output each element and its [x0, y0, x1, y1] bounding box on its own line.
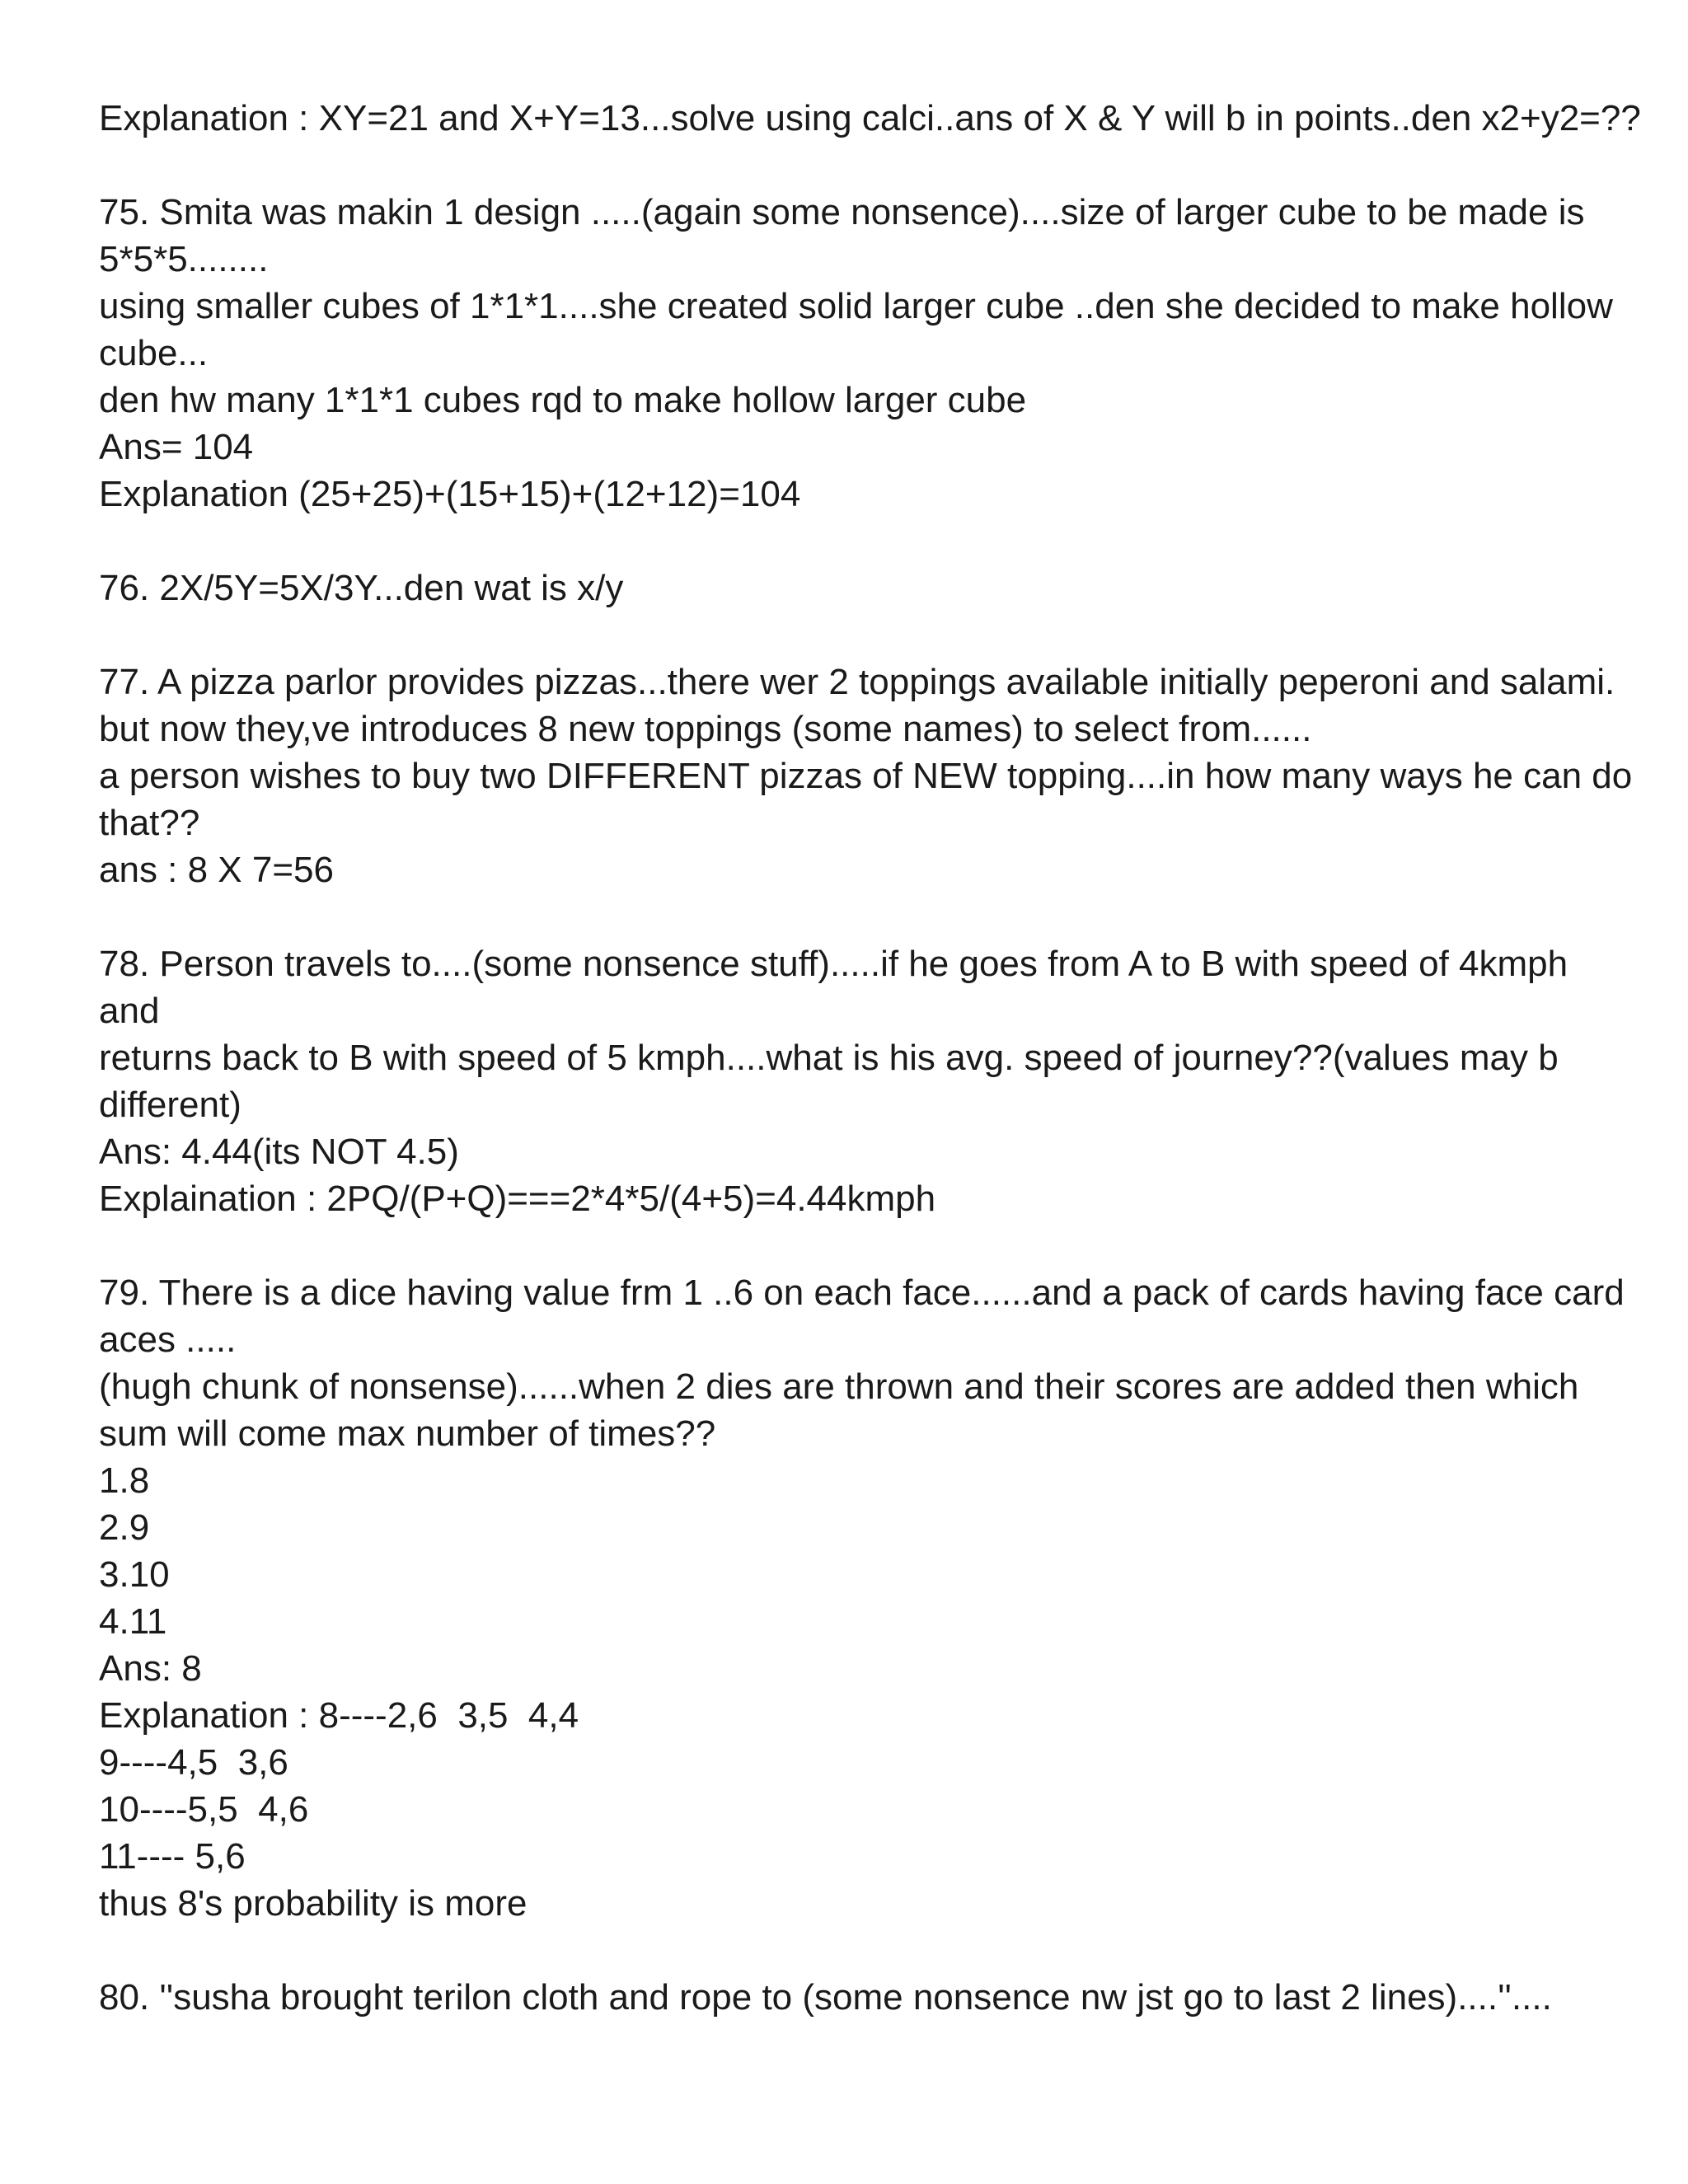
- text-line: Ans: 8: [99, 1648, 202, 1689]
- document-page: [99, 95, 1641, 2021]
- text-line: 78. Person travels to....(some nonsence stuff).....if he goes from A to B with speed of 4kmph: [99, 944, 1568, 984]
- text-line: 80. ''susha brought terilon cloth and rope to (some nonsence nw jst go to last 2 lines)....''....: [99, 1977, 1552, 2018]
- blank-line: [99, 612, 1615, 658]
- blank-line: [99, 1222, 1615, 1269]
- text-line: Ans= 104: [99, 427, 254, 467]
- text-line: Explanation : XY=21 and X+Y=13...solve using calci..ans of X & Y will b in points..den x2+y2=??: [99, 98, 1641, 138]
- text-line: 9----4,5 3,6: [99, 1742, 288, 1783]
- text-line: (hugh chunk of nonsense)......when 2 dies are thrown and their scores are added then which: [99, 1366, 1579, 1407]
- text-line: that??: [99, 803, 200, 843]
- text-line: Explanation (25+25)+(15+15)+(12+12)=104: [99, 474, 801, 514]
- text-line: 77. A pizza parlor provides pizzas...there wer 2 toppings available initially peperoni and salami.: [99, 662, 1615, 702]
- text-line: different): [99, 1085, 241, 1125]
- text-line: 11---- 5,6: [99, 1836, 246, 1877]
- text-line: 5*5*5........: [99, 239, 269, 279]
- blank-line: [99, 142, 1615, 189]
- text-line: and: [99, 991, 160, 1031]
- text-line: returns back to B with speed of 5 kmph....what is his avg. speed of journey??(values may b: [99, 1038, 1559, 1078]
- text-line: Explaination : 2PQ/(P+Q)===2*4*5/(4+5)=4.44kmph: [99, 1179, 936, 1219]
- text-line: ans : 8 X 7=56: [99, 850, 334, 890]
- blank-line: [99, 893, 1615, 940]
- text-line: 3.10: [99, 1554, 170, 1595]
- blank-line: [99, 1927, 1615, 1974]
- text-line: 1.8: [99, 1460, 150, 1501]
- text-line: aces .....: [99, 1319, 237, 1360]
- text-line: a person wishes to buy two DIFFERENT pizzas of NEW topping....in how many ways he can do: [99, 756, 1633, 796]
- text-line: 4.11: [99, 1601, 167, 1642]
- text-line: thus 8's probability is more: [99, 1883, 528, 1924]
- text-line: den hw many 1*1*1 cubes rqd to make hollow larger cube: [99, 380, 1027, 420]
- text-line: 2.9: [99, 1507, 150, 1548]
- blank-line: [99, 518, 1615, 565]
- text-line: using smaller cubes of 1*1*1....she created solid larger cube ..den she decided to make hollow: [99, 286, 1613, 326]
- text-line: 75. Smita was makin 1 design .....(again some nonsence)....size of larger cube to be made is: [99, 192, 1585, 232]
- text-line: 10----5,5 4,6: [99, 1789, 309, 1830]
- text-line: Ans: 4.44(its NOT 4.5): [99, 1132, 459, 1172]
- text-line: sum will come max number of times??: [99, 1413, 716, 1454]
- text-line: 76. 2X/5Y=5X/3Y...den wat is x/y: [99, 568, 624, 608]
- text-line: 79. There is a dice having value frm 1 ..6 on each face......and a pack of cards having face card: [99, 1272, 1625, 1313]
- text-line: Explanation : 8----2,6 3,5 4,4: [99, 1695, 579, 1736]
- text-line: cube...: [99, 333, 209, 373]
- text-line: but now they,ve introduces 8 new toppings (some names) to select from......: [99, 709, 1312, 749]
